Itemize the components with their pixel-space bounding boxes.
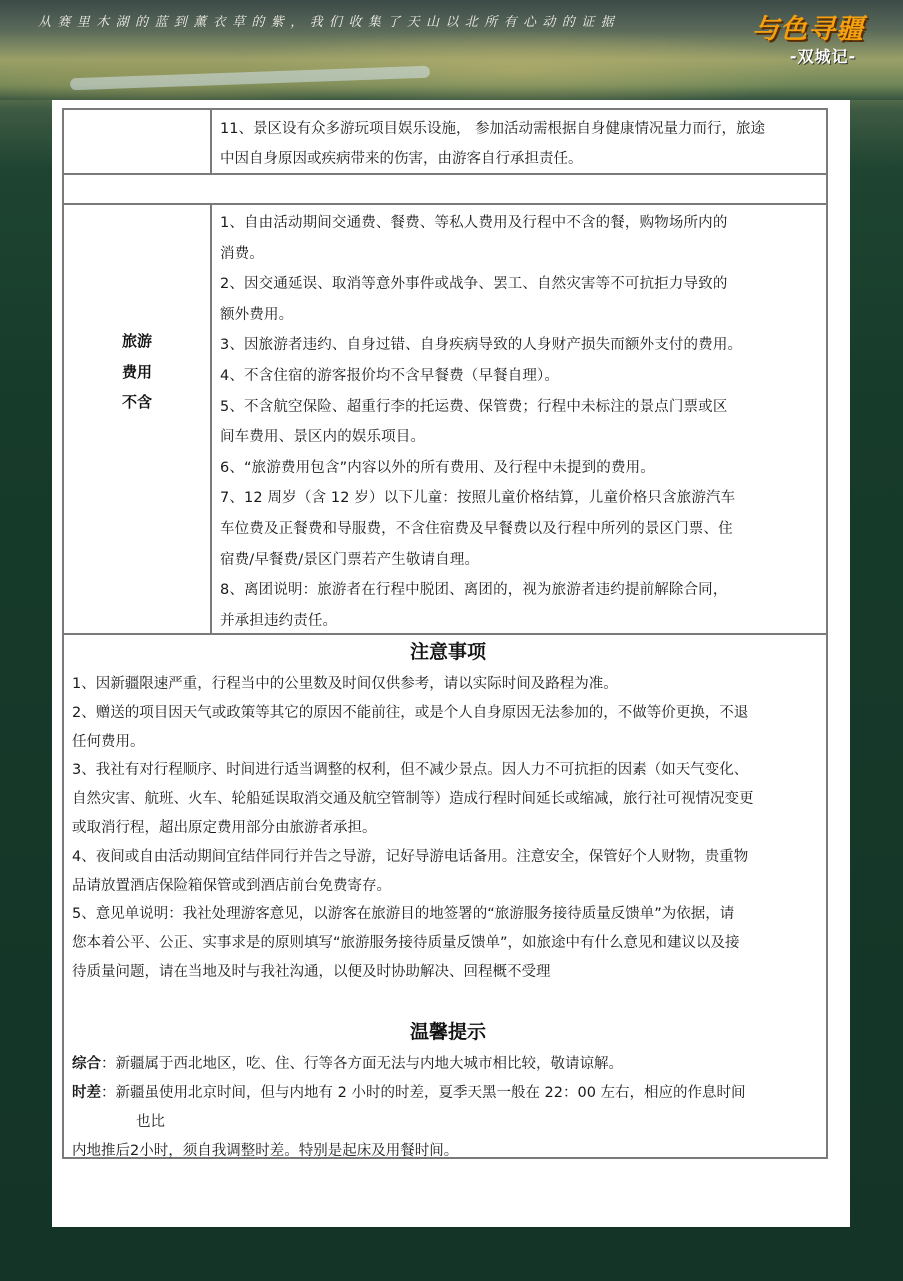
notes-line: 或取消行程，超出原定费用部分由旅游者承担。 bbox=[72, 819, 377, 836]
exclusion-line: 8、离团说明：旅游者在行程中脱团、离团的，视为旅游者违约提前解除合同， bbox=[220, 582, 728, 599]
tip-timezone-label: 时差 bbox=[72, 1085, 101, 1101]
safety-clause-line-2: 中因自身原因或疾病带来的伤害，由游客自行承担责任。 bbox=[220, 151, 583, 167]
tip-general-label: 综合 bbox=[72, 1056, 101, 1072]
exclusions-label-2: 费用 bbox=[121, 362, 152, 381]
notes-line: 4、夜间或自由活动期间宜结伴同行并告之导游，记好导游电话备用。注意安全，保管好个人财物，贵重物 bbox=[72, 848, 749, 865]
notes-line: 5、意见单说明：我社处理游客意见，以游客在旅游目的地签署的“旅游服务接待质量反馈单”为依据，请 bbox=[72, 906, 735, 923]
logo-sub-text: -双城记- bbox=[789, 47, 857, 66]
notes-title: 注意事项 bbox=[409, 641, 486, 663]
tip-general-text: ：新疆属于西北地区，吃、住、行等各方面无法与内地大城市相比较，敬请谅解。 bbox=[101, 1056, 623, 1072]
tip-timezone-cont: 也比 bbox=[136, 1114, 165, 1130]
safety-clause bbox=[220, 114, 820, 174]
notes-line: 您本着公平、公正、实事求是的原则填写“旅游服务接待质量反馈单”，如旅途中有什么意见和建议以及接 bbox=[72, 935, 740, 952]
notes-line: 待质量问题，请在当地及时与我社沟通，以便及时协助解决、回程概不受理 bbox=[72, 963, 551, 980]
exclusion-line: 6、“旅游费用包含”内容以外的所有费用、及行程中未提到的费用。 bbox=[220, 459, 655, 476]
tip-timezone-text: ：新疆虽使用北京时间，但与内地有 2 小时的时差，夏季天黑一般在 22：00 左右，相应的作息时间 bbox=[101, 1085, 746, 1101]
notes-line: 3、我社有对行程顺序、时间进行适当调整的权利，但不减少景点。因人力不可抗拒的因素（如天气变化、 bbox=[72, 762, 749, 779]
exclusion-line: 并承担违约责任。 bbox=[220, 612, 338, 629]
exclusion-line: 间车费用、景区内的娱乐项目。 bbox=[220, 429, 426, 446]
brand-logo bbox=[752, 14, 880, 72]
notes-line: 自然灾害、航班、火车、轮船延误取消交通及航空管制等）造成行程时间延长或缩减，旅行社可视情况变更 bbox=[72, 791, 754, 808]
header-banner-landscape bbox=[0, 0, 903, 100]
exclusion-line: 1、自由活动期间交通费、餐费、等私人费用及行程中不含的餐，购物场所内的 bbox=[220, 215, 728, 231]
col-divider-top bbox=[210, 110, 212, 173]
safety-clause-line-1: 11、景区设有众多游玩项目娱乐设施， 参加活动需根据自身健康情况量力而行，旅途 bbox=[220, 121, 766, 137]
notes-line: 2、赠送的项目因天气或政策等其它的原因不能前往，或是个人自身原因无法参加的，不做等价更换，不退 bbox=[72, 704, 749, 721]
tip-timezone-last: 内地推后2小时，须自我调整时差。特别是起床及用餐时间。 bbox=[72, 1143, 459, 1159]
exclusion-line: 7、12 周岁（含 12 岁）以下儿童：按照儿童价格结算，儿童价格只含旅游汽车 bbox=[220, 490, 736, 507]
tips-title: 温馨提示 bbox=[409, 1021, 486, 1043]
notes-line: 任何费用。 bbox=[72, 733, 145, 750]
logo-main-text: 与色寻疆 bbox=[752, 14, 864, 45]
exclusion-line: 2、因交通延误、取消等意外事件或战争、罢工、自然灾害等不可抗拒力导致的 bbox=[220, 276, 728, 293]
exclusion-line: 车位费及正餐费和导服费，不含住宿费及早餐费以及行程中所列的景区门票、住 bbox=[220, 520, 733, 537]
exclusion-line: 3、因旅游者违约、自身过错、自身疾病导致的人身财产损失而额外支付的费用。 bbox=[220, 337, 743, 354]
row-divider-2 bbox=[64, 203, 826, 205]
exclusions-label-3: 不含 bbox=[121, 393, 152, 411]
notes-line: 品请放置酒店保险箱保管或到酒店前台免费寄存。 bbox=[72, 877, 391, 894]
col-divider-mid bbox=[210, 203, 212, 633]
exclusion-line: 额外费用。 bbox=[220, 306, 294, 323]
exclusion-line: 4、不含住宿的游客报价均不含早餐费（早餐自理）。 bbox=[220, 367, 560, 384]
tip-timezone bbox=[72, 1079, 824, 1108]
tips-section bbox=[72, 1014, 824, 1166]
exclusion-line: 消费。 bbox=[220, 245, 264, 262]
exclusion-line: 5、不含航空保险、超重行李的托运费、保管费；行程中未标注的景点门票或区 bbox=[220, 398, 728, 415]
exclusion-line: 宿费/早餐费/景区门票若产生敬请自理。 bbox=[220, 551, 480, 568]
tip-general bbox=[72, 1050, 824, 1079]
exclusions-label bbox=[64, 326, 210, 418]
exclusions-label-1: 旅游 bbox=[121, 332, 152, 350]
itinerary-table bbox=[62, 108, 828, 1159]
notes-line: 1、因新疆限速严重，行程当中的公里数及时间仅供参考，请以实际时间及路程为准。 bbox=[72, 676, 618, 692]
notes-section bbox=[72, 634, 824, 987]
header-slogan: 从赛里木湖的蓝到薰衣草的紫，我们收集了天山以北所有心动的证据 bbox=[38, 15, 621, 30]
river-decoration bbox=[70, 66, 430, 91]
exclusions-list bbox=[220, 208, 818, 636]
